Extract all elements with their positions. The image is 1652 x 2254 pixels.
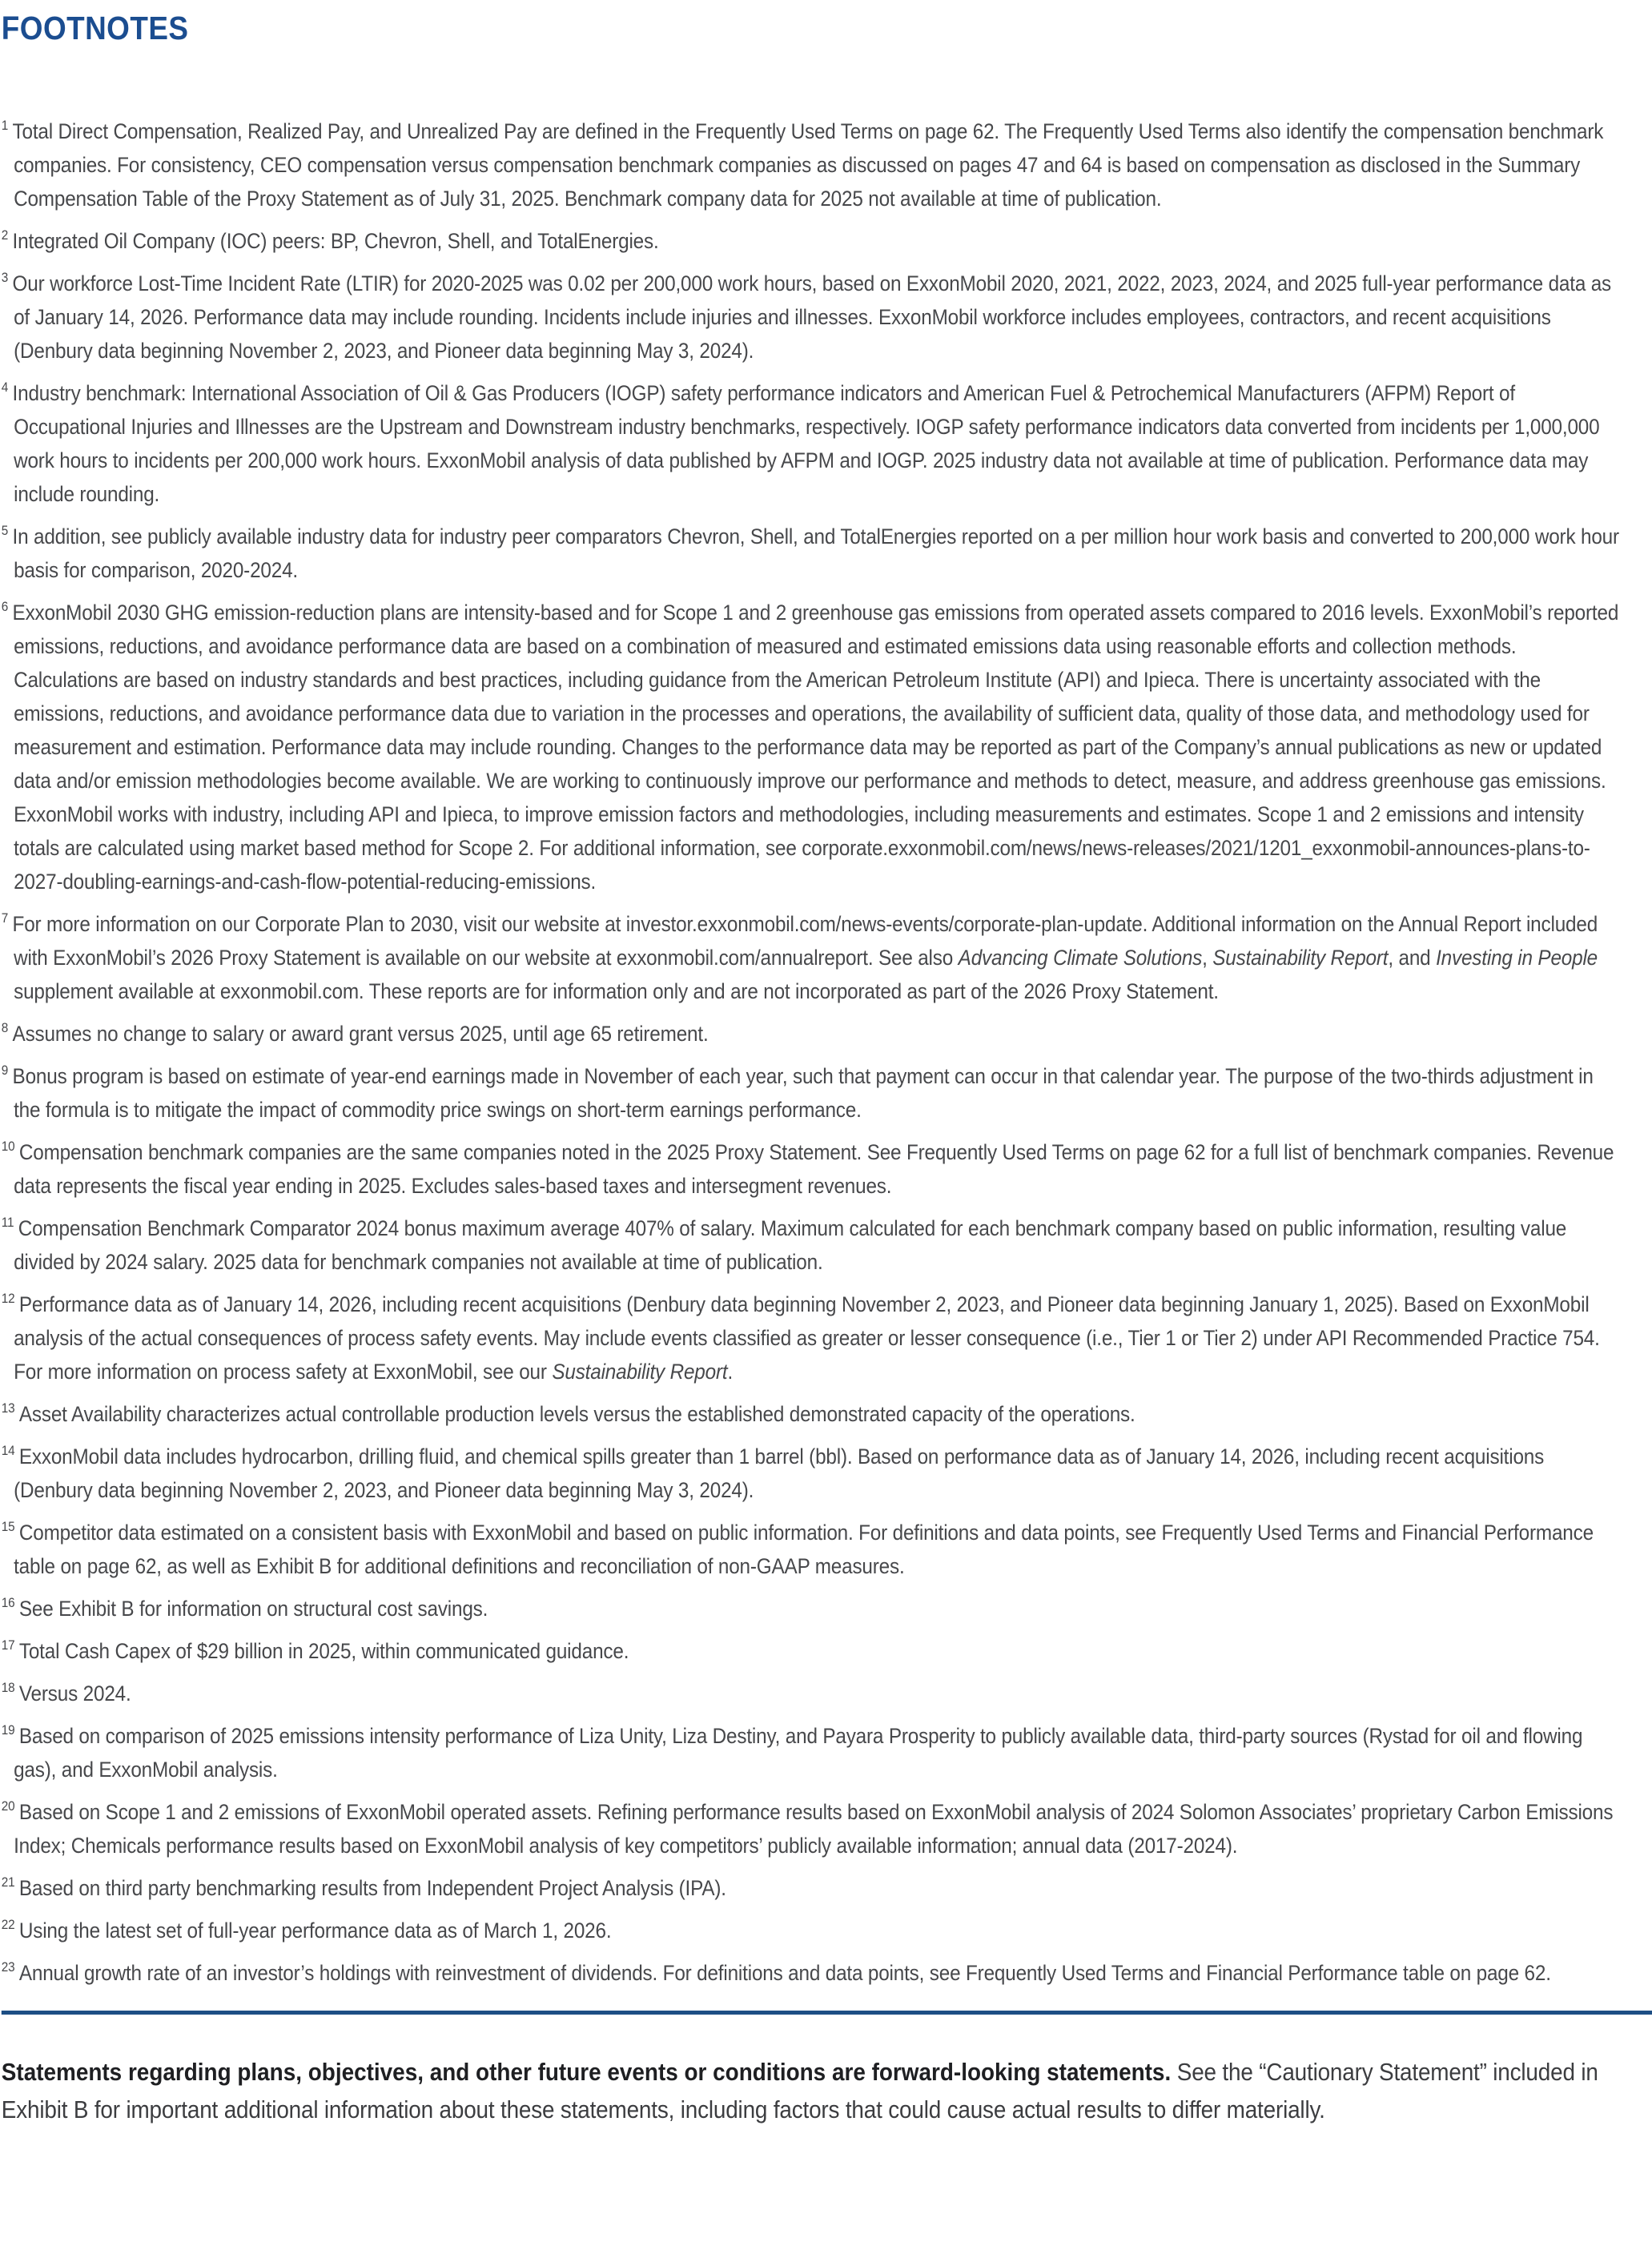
footnote-text: Performance data as of January 14, 2026, including recent acquisitions (Denbury data beginning November 2, 2023, and Pioneer data beginning January 1, 2025). Based on ExxonMobil analysis of the actual consequences of process safety events. May include events classified as greater or lesser consequence (i.e., Tier 1 or Tier 2) under API Recommended Practice 754. For more information on process safety at ExxonMobil, see our	[14, 1292, 1600, 1384]
footnote-13	[2, 1397, 1623, 1431]
footnote-number: 6	[1, 599, 9, 614]
footnote-number: 13	[1, 1400, 15, 1416]
footnote-3	[2, 267, 1623, 368]
footnote-number: 11	[1, 1215, 14, 1230]
footnote-number: 5	[1, 523, 9, 538]
footnote-1	[2, 115, 1623, 215]
footnote-4	[2, 376, 1623, 511]
footnote-19	[2, 1719, 1623, 1786]
footnote-text: Compensation benchmark companies are the same companies noted in the 2025 Proxy Statement. See Frequently Used Terms on page 62 for a full list of benchmark companies. Revenue data represents the fiscal year ending in 2025. Excludes sales-based taxes and intersegment revenues.	[14, 1140, 1614, 1198]
footnote-text: , and	[1388, 946, 1437, 970]
footnote-text: supplement available at exxonmobil.com. These reports are for information only and are not incorporated as part of the 2026 Proxy Statement.	[14, 979, 1219, 1003]
footnote-text: ExxonMobil 2030 GHG emission-reduction plans are intensity-based and for Scope 1 and 2 greenhouse gas emissions from operated assets compared to 2016 levels. ExxonMobil’s reported emissions, reductions, and avoidance performance data are based on a combination of measured and estimated emissions data using reasonable efforts and collection methods. Calculations are based on industry standards and best practices, including guidance from the American Petroleum Institute (API) and Ipieca. There is uncertainty associated with the emissions, reductions, and avoidance performance data due to variation in the processes and operations, the availability of sufficient data, quality of those data, and methodology used for measurement and estimation. Performance data may include rounding. Changes to the performance data may be reported as part of the Company’s annual publications as new or updated data and/or emission methodologies become available. We are working to continuously improve our performance and methods to detect, measure, and address greenhouse gas emissions. ExxonMobil works with industry, including API and Ipieca, to improve emission factors and methodologies, including measurements and estimates. Scope 1 and 2 emissions and intensity totals are calculated using market based method for Scope 2. For additional information, see corporate.exxonmobil.com/news/news-releases/2021/1201_exxonmobil-announces-plans-to-2027-doubling-earnings-and-cash-flow-potential-reducing-emissions.	[12, 601, 1619, 894]
footnote-text: Total Cash Capex of $29 billion in 2025, within communicated guidance.	[18, 1639, 629, 1663]
footnote-text-italic: Sustainability Report	[1212, 946, 1389, 970]
forward-looking-statement	[2, 2053, 1638, 2128]
footnote-number: 19	[1, 1722, 15, 1738]
footnote-text-italic: Investing in People	[1436, 946, 1598, 970]
footnote-5	[2, 520, 1623, 587]
footnote-text: Bonus program is based on estimate of year-end earnings made in November of each year, such that payment can occur in that calendar year. The purpose of the two-thirds adjustment in the formula is to mitigate the impact of commodity price swings on short-term earnings performance.	[12, 1064, 1594, 1122]
footnote-6	[2, 596, 1623, 898]
footnote-text: Compensation Benchmark Comparator 2024 bonus maximum average 407% of salary. Maximum calculated for each benchmark company based on public information, resulting value divided by 2024 salary. 2025 data for benchmark companies not available at time of publication.	[14, 1216, 1567, 1274]
footnote-text: Competitor data estimated on a consistent basis with ExxonMobil and based on public information. For definitions and data points, see Frequently Used Terms and Financial Performance table on page 62, as well as Exhibit B for additional definitions and reconciliation of non-GAAP measures.	[14, 1521, 1594, 1578]
footnote-8	[2, 1017, 1623, 1051]
footnote-number: 2	[1, 227, 9, 243]
footnote-text: Annual growth rate of an investor’s holdings with reinvestment of dividends. For definitions and data points, see Frequently Used Terms and Financial Performance table on page 62.	[18, 1961, 1551, 1985]
footnote-text: Based on Scope 1 and 2 emissions of ExxonMobil operated assets. Refining performance results based on ExxonMobil analysis of 2024 Solomon Associates’ proprietary Carbon Emissions Index; Chemicals performance results based on ExxonMobil analysis of key competitors’ publicly available information; annual data (2017-2024).	[14, 1800, 1614, 1858]
footnote-number: 7	[1, 910, 9, 926]
footnotes-list	[2, 115, 1623, 1990]
footnote-number: 8	[1, 1020, 9, 1035]
footnote-text: See Exhibit B for information on structural cost savings.	[18, 1597, 488, 1621]
footnote-text: Assumes no change to salary or award grant versus 2025, until age 65 retirement.	[12, 1022, 709, 1046]
footnote-14	[2, 1440, 1623, 1507]
footnote-text: .	[727, 1360, 734, 1384]
footnote-11	[2, 1211, 1623, 1279]
footnote-number: 3	[1, 270, 9, 285]
footnote-9	[2, 1059, 1623, 1127]
footnote-text: For more information on our Corporate Plan to 2030, visit our website at investor.exxonmobil.com/news-events/corporate-plan-update. Additional information on the Annual Report included with ExxonMobil’s 2026 Proxy Statement is available on our website at exxonmobil.com/annualreport. See also	[12, 912, 1598, 970]
footnote-text: Total Direct Compensation, Realized Pay, and Unrealized Pay are defined in the Frequently Used Terms on page 62. The Frequently Used Terms also identify the compensation benchmark companies. For consistency, CEO compensation versus compensation benchmark companies as discussed on pages 47 and 64 is based on compensation as disclosed in the Summary Compensation Table of the Proxy Statement as of July 31, 2025. Benchmark company data for 2025 not available at time of publication.	[12, 119, 1604, 211]
footnote-22	[2, 1914, 1623, 1947]
page-title: FOOTNOTES	[1, 10, 189, 46]
forward-looking-statement-regular: See the “Cautionary Statement” included in Exhibit B for important additional information about these statements, including factors that could cause actual results to differ materially.	[1, 2058, 1598, 2123]
footnote-number: 22	[1, 1917, 15, 1932]
footnote-number: 21	[1, 1874, 15, 1890]
footnote-text: Asset Availability characterizes actual controllable production levels versus the established demonstrated capacity of the operations.	[18, 1402, 1135, 1426]
footnote-text: Using the latest set of full-year performance data as of March 1, 2026.	[18, 1919, 612, 1943]
footnote-number: 12	[1, 1291, 15, 1306]
footnote-text-italic: Sustainability Report	[552, 1360, 728, 1384]
footnote-number: 18	[1, 1680, 15, 1695]
footnote-text: ,	[1202, 946, 1213, 970]
footnote-number: 17	[1, 1637, 15, 1653]
footnote-16	[2, 1592, 1623, 1625]
footnote-text: Versus 2024.	[18, 1681, 131, 1706]
footnote-12	[2, 1288, 1623, 1388]
footnote-15	[2, 1516, 1623, 1583]
footnote-text: Integrated Oil Company (IOC) peers: BP, Chevron, Shell, and TotalEnergies.	[12, 229, 659, 253]
footnote-20	[2, 1795, 1623, 1862]
footnote-21	[2, 1871, 1623, 1905]
footnote-number: 9	[1, 1063, 9, 1078]
footnote-number: 4	[1, 380, 9, 395]
footnote-number: 14	[1, 1443, 15, 1458]
footnote-23	[2, 1956, 1623, 1990]
footnote-18	[2, 1677, 1623, 1710]
footnote-text: Industry benchmark: International Association of Oil & Gas Producers (IOGP) safety performance indicators and American Fuel & Petrochemical Manufacturers (AFPM) Report of Occupational Injuries and Illnesses are the Upstream and Downstream industry benchmarks, respectively. IOGP safety performance indicators data converted from incidents per 1,000,000 work hours to incidents per 200,000 work hours. ExxonMobil analysis of data published by AFPM and IOGP. 2025 industry data not available at time of publication. Performance data may include rounding.	[12, 381, 1600, 506]
footnote-10	[2, 1135, 1623, 1203]
footnote-text: ExxonMobil data includes hydrocarbon, drilling fluid, and chemical spills greater than 1 barrel (bbl). Based on performance data as of January 14, 2026, including recent acquisitions (Denbury data beginning November 2, 2023, and Pioneer data beginning May 3, 2024).	[14, 1444, 1545, 1502]
footnote-text: Based on third party benchmarking results from Independent Project Analysis (IPA).	[18, 1876, 726, 1900]
footnote-text-italic: Advancing Climate Solutions	[958, 946, 1203, 970]
footnote-number: 23	[1, 1959, 15, 1975]
footnote-number: 15	[1, 1519, 15, 1534]
footnote-2	[2, 224, 1623, 258]
footnote-7	[2, 907, 1623, 1008]
footnote-number: 20	[1, 1798, 15, 1814]
footnote-17	[2, 1634, 1623, 1668]
divider	[2, 2011, 1652, 2015]
footnote-number: 1	[1, 118, 9, 133]
footnote-text: In addition, see publicly available industry data for industry peer comparators Chevron, Shell, and TotalEnergies reported on a per million hour work basis and converted to 200,000 work hour basis for comparison, 2020-2024.	[12, 524, 1619, 582]
forward-looking-statement-bold: Statements regarding plans, objectives, and other future events or conditions are forward-looking statements.	[1, 2058, 1172, 2086]
footnote-number: 10	[1, 1139, 15, 1154]
footnote-number: 16	[1, 1595, 15, 1610]
footnote-text: Our workforce Lost-Time Incident Rate (LTIR) for 2020-2025 was 0.02 per 200,000 work hours, based on ExxonMobil 2020, 2021, 2022, 2023, 2024, and 2025 full-year performance data as of January 14, 2026. Performance data may include rounding. Incidents include injuries and illnesses. ExxonMobil workforce includes employees, contractors, and recent acquisitions (Denbury data beginning November 2, 2023, and Pioneer data beginning May 3, 2024).	[12, 271, 1612, 363]
footnote-text: Based on comparison of 2025 emissions intensity performance of Liza Unity, Liza Destiny, and Payara Prosperity to publicly available data, third-party sources (Rystad for oil and flowing gas), and ExxonMobil analysis.	[14, 1724, 1583, 1782]
